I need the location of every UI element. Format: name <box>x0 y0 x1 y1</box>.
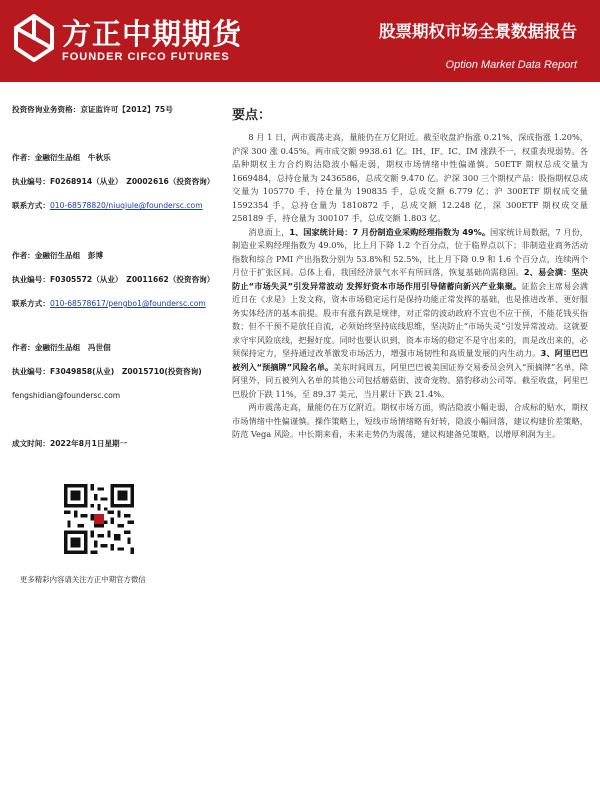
contact-email-link[interactable]: 010-68578617/pengbo1@foundersc.com <box>49 299 206 308</box>
author-contact <box>12 390 120 402</box>
strategy-paragraph: 两市震荡走高，量能仍在万亿附近。期权市场方面，购沽隐波小幅走弱，合成标的贴水，期权市场情绪中性偏谨慎。操作策略上，短线市场情绪略有好转，隐波小幅回落，建议构建价差策略，防范 Vega 风险。中长期来看，未来走势仍为震荡，建议构建备兑策略，以增厚利润为主。 <box>232 402 588 439</box>
news-intro: 消息面上， <box>248 226 290 237</box>
publish-date: 成文时间：2022年8月1日星期一 <box>12 439 128 448</box>
author-name: 作者：金融衍生品组 冯世佃 <box>12 343 111 352</box>
author-name: 作者：金融衍生品组 牛秋乐 <box>12 153 111 162</box>
contact-email: fengshidian@foundersc.com <box>12 391 121 400</box>
contact-label: 联系方式： <box>12 299 50 308</box>
qr-caption: 更多精彩内容请关注方正中期官方微信 <box>20 575 146 584</box>
qualification-line: 投资咨询业务资格：京证监许可【2012】75号 <box>12 105 173 114</box>
news-paragraph <box>232 226 588 402</box>
contact-label: 联系方式： <box>12 201 50 210</box>
report-subtitle: Option Market Data Report <box>445 59 577 71</box>
news-headline-3: 3、阿里巴巴被列入“预摘牌”风险名单。 <box>232 348 588 372</box>
news-body-1: 国家统计局数据，7 月份，制造业采购经理指数为 49.0%，比上月下降 1.2 个百分点，位于临界点以下；非制造业商务活动指数和综合 PMI 产出指数分别为 53.8%和 52.5%，比上月下降 0.9 和 1.6 个百分点，连续两个月位于扩张区间。总体上看，我国经济景气水平有所回落，恢复基础尚需稳固。 <box>232 226 588 277</box>
author-license: 执业编号：F3049858(从业) Z0015710(投资咨询) <box>12 367 202 376</box>
contact-email-link[interactable]: 010-68578820/niuqiule@foundersc.com <box>49 201 203 210</box>
news-body-3: 美东时间周五，阿里巴巴被美国证券交易委员会列入“预摘牌”名单，除阿里外，同五被列入名单的其他公司包括蘑菇街、波奇宠物、猎豹移动公司等。截至收盘，阿里巴巴股价下跌 11%，至 89.37 美元，当月累计下跌 21.4%。 <box>232 361 588 399</box>
author-license: 执业编号：F0305572（从业） Z0011662（投资咨询） <box>12 275 215 284</box>
author-contact <box>12 298 206 310</box>
report-title: 股票期权市场全景数据报告 <box>379 22 577 41</box>
market-summary-paragraph: 8 月 1 日，两市震荡走高，量能仍在万亿附近。截至收盘沪指涨 0.21%，深成指涨 1.20%，沪深 300 涨 0.45%。两市成交额 9938.61 亿。IH、IF、IC、IM 涨跌不一，权重表现弱势。各品种期权主力合约购沽隐波小幅走弱，期权市场情绪中性偏谨慎。50ETF 期权总成交量为 1669484，总持仓量为 2436586，总成交额 9.470 亿。沪深 300 三个期权产品：股指期权总成交量为 105770 手，持仓量为 190835 手，总成交额 6.779 亿；沪 300ETF 期权成交量 1592354 手，总持仓量为 1810872 手，总成交额 12.248 亿，深 300ETF 期权成交量 258189 手，持仓量为 300107 手，总成交额 1.803 亿。 <box>232 132 588 223</box>
news-body-2: 证监会主席易会满近日在《求是》上发文称，资本市场稳定运行是保持功能正常发挥的基础，也是推进改革、更好服务实体经济的基本前提。股市有涨有跌是规律，对正常的波动政府不宜也不应干预，不能花钱买指数；但不干预不是放任自流，必须始终坚持底线思维，坚决防止“市场失灵”引发异常波动。这就要求守牢风险底线，把握好度。同时也要认识到，资本市场的稳定不是守出来的，而是改出来的，必须保持定力，坚持通过改革激发市场活力，增强市场韧性和高质量发展的内生动力。 <box>232 280 588 358</box>
author-contact <box>12 200 203 212</box>
author-license: 执业编号：F0268914（从业） Z0002616（投资咨询） <box>12 177 215 186</box>
key-points-section <box>232 104 588 442</box>
logo-chinese-name: 方正中期期货 <box>62 17 243 51</box>
founder-logo-icon <box>12 14 56 62</box>
wechat-qr-code-icon <box>64 484 134 554</box>
report-header <box>0 0 600 82</box>
key-points-title: 要点： <box>232 108 272 123</box>
author-name: 作者：金融衍生品组 彭博 <box>12 251 104 260</box>
news-headline-2: 2、易会满：坚决防止“市场失灵”引发异常波动 发挥好资本市场作用引导储蓄向新兴产业集聚。 <box>232 267 588 291</box>
logo-english-name: FOUNDER CIFCO FUTURES <box>62 51 230 63</box>
news-headline-1: 1、国家统计局：7 月份制造业采购经理指数为 49%。 <box>289 226 491 237</box>
